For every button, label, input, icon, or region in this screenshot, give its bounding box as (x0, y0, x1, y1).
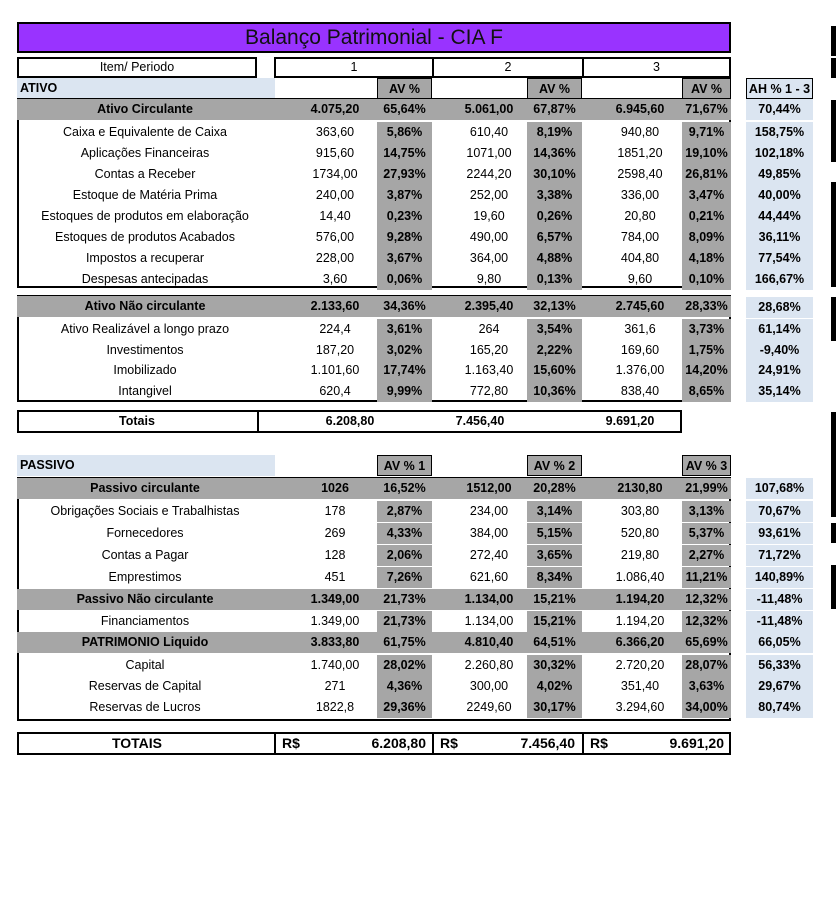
value-period-2: 610,40 (469, 125, 509, 139)
row-label: Reservas de Capital (88, 679, 202, 693)
value-period-3: 9,60 (627, 272, 653, 286)
av-period-2: 30,32% (527, 655, 582, 676)
value-period-2: 1512,00 (466, 481, 512, 495)
av-period-3: 3,47% (682, 185, 731, 206)
table-row (17, 206, 731, 227)
value-period-2: 264 (478, 322, 500, 336)
av-period-2: 3,54% (527, 319, 582, 340)
edge-bar (831, 58, 836, 78)
av-period-2: 15,60% (527, 360, 582, 381)
value-period-1: 1.740,00 (310, 658, 360, 672)
value-period-3: 6.945,60 (615, 102, 665, 116)
row-label: Impostos a recuperar (85, 251, 205, 265)
av-period-3: 8,65% (682, 381, 731, 402)
edge-bar (831, 523, 836, 543)
av-period-2: 6,57% (527, 227, 582, 248)
value-period-1: 228,00 (315, 251, 355, 265)
value-period-2: 364,00 (469, 251, 509, 265)
passivo-totais-period-3: 9.691,20 (669, 735, 724, 751)
value-period-2: 1071,00 (466, 146, 512, 160)
ah-value: -11,48% (746, 589, 813, 610)
av-period-2: 8,34% (527, 567, 582, 588)
av-period-3: 5,37% (682, 523, 731, 544)
edge-bar (831, 412, 836, 517)
value-period-3: 2130,80 (617, 481, 663, 495)
av-period-3: 21,99% (685, 481, 728, 495)
value-period-1: 576,00 (315, 230, 355, 244)
value-period-3: 1.086,40 (615, 570, 665, 584)
av-period-2: 15,21% (527, 611, 582, 632)
value-period-1: 128 (324, 548, 346, 562)
value-period-3: 3.294,60 (615, 700, 665, 714)
header-period-1: 1 (274, 57, 434, 78)
ah-value: 24,91% (746, 360, 813, 381)
av-period-3: 71,67% (685, 102, 728, 116)
ah-value: 56,33% (746, 655, 813, 676)
ativo-totais-period-1: 6.208,80 (325, 414, 375, 428)
value-period-2: 384,00 (469, 526, 509, 540)
ah-header: AH % 1 - 3 (746, 78, 813, 99)
av-period-1: 27,93% (377, 164, 432, 185)
av-period-3: 4,18% (682, 248, 731, 269)
currency-period-1: R$ (282, 735, 300, 751)
ativo-totais-period-3: 9.691,20 (605, 414, 655, 428)
av-period-1: 29,36% (377, 697, 432, 718)
row-label: Contas a Receber (94, 167, 196, 181)
passivo-totais-period-2: 7.456,40 (520, 735, 575, 751)
row-label: Caixa e Equivalente de Caixa (63, 125, 227, 139)
row-label: Estoques de produtos em elaboração (41, 209, 249, 223)
value-period-1: 915,60 (315, 146, 355, 160)
av-period-2: 30,10% (527, 164, 582, 185)
value-period-1: 3.833,80 (310, 635, 360, 649)
av-period-1: 0,06% (377, 269, 432, 290)
av-period-3: 1,75% (682, 340, 731, 361)
av-period-1: 4,36% (377, 676, 432, 697)
av-period-3: 28,07% (682, 655, 731, 676)
value-period-2: 300,00 (469, 679, 509, 693)
av-period-2: 67,87% (533, 102, 576, 116)
av-period-1: 9,99% (377, 381, 432, 402)
value-period-2: 1.163,40 (464, 363, 514, 377)
ah-value: 35,14% (746, 381, 813, 402)
av-period-3: 3,13% (682, 501, 731, 522)
ah-value: 80,74% (746, 697, 813, 718)
av-period-3: 3,73% (682, 319, 731, 340)
edge-bar (831, 182, 836, 287)
ah-value: 77,54% (746, 248, 813, 269)
table-row (17, 523, 731, 544)
av-period-2: 3,65% (527, 545, 582, 566)
table-row (17, 381, 731, 402)
header-period-3: 3 (582, 57, 731, 78)
row-label: Emprestimos (108, 570, 182, 584)
av-period-3: 12,32% (685, 592, 728, 606)
ah-value: 107,68% (746, 478, 813, 499)
ativo-av-header-1: AV % (377, 78, 432, 99)
value-period-2: 490,00 (469, 230, 509, 244)
edge-bar (831, 297, 836, 341)
ativo-totais-period-2: 7.456,40 (455, 414, 505, 428)
av-period-1: 3,02% (377, 340, 432, 361)
table-row (17, 269, 731, 290)
value-period-2: 2244,20 (466, 167, 512, 181)
av-period-2: 20,28% (533, 481, 576, 495)
value-period-1: 178 (324, 504, 346, 518)
value-period-1: 1.349,00 (310, 614, 360, 628)
row-label: Despesas antecipadas (81, 272, 209, 286)
ativo-totais-label: Totais (119, 414, 155, 428)
value-period-1: 224,4 (319, 322, 351, 336)
value-period-3: 20,80 (624, 209, 656, 223)
table-row (17, 655, 731, 676)
value-period-3: 169,60 (620, 342, 660, 357)
edge-bar (831, 100, 836, 162)
value-period-2: 234,00 (469, 504, 509, 518)
row-label: Ativo Realizável a longo prazo (60, 322, 230, 336)
table-row (17, 360, 731, 381)
value-period-2: 2.395,40 (464, 299, 514, 313)
ativo-header-row (17, 78, 731, 99)
value-period-3: 361,6 (624, 322, 656, 336)
av-period-2: 3,38% (527, 185, 582, 206)
av-period-3: 9,71% (682, 122, 731, 143)
value-period-1: 4.075,20 (310, 102, 360, 116)
value-period-1: 14,40 (319, 209, 351, 223)
table-row (17, 611, 731, 632)
av-period-2: 15,21% (533, 592, 576, 606)
ativo-section-label: ATIVO (17, 78, 275, 99)
value-period-2: 9,80 (476, 272, 502, 286)
table-row (17, 697, 731, 718)
av-period-1: 14,75% (377, 143, 432, 164)
value-period-2: 2.260,80 (464, 658, 514, 672)
value-period-3: 784,00 (620, 230, 660, 244)
value-period-1: 1734,00 (312, 167, 358, 181)
value-period-3: 1.194,20 (615, 592, 665, 606)
av-period-1: 2,87% (377, 501, 432, 522)
ah-value: -11,48% (746, 611, 813, 632)
passivo-av-header-3: AV % 3 (682, 455, 731, 476)
av-period-1: 5,86% (377, 122, 432, 143)
ah-value: 158,75% (746, 122, 813, 143)
av-period-3: 65,69% (685, 635, 728, 649)
row-label: PATRIMONIO Liquido (81, 635, 209, 649)
value-period-2: 272,40 (469, 548, 509, 562)
ah-value: 44,44% (746, 206, 813, 227)
value-period-1: 269 (324, 526, 346, 540)
av-period-2: 0,13% (527, 269, 582, 290)
value-period-3: 520,80 (620, 526, 660, 540)
table-row (17, 143, 731, 164)
row-label: Contas a Pagar (101, 548, 189, 562)
passivo-header-row (17, 455, 731, 476)
value-period-3: 1851,20 (617, 146, 663, 160)
ah-value: 166,67% (746, 269, 813, 290)
av-period-1: 16,52% (383, 481, 426, 495)
ah-value: 36,11% (746, 227, 813, 248)
value-period-1: 3,60 (322, 272, 348, 286)
value-period-1: 363,60 (315, 125, 355, 139)
row-label: Passivo Não circulante (76, 592, 214, 606)
value-period-2: 621,60 (469, 570, 509, 584)
ah-value: 102,18% (746, 143, 813, 164)
av-period-2: 64,51% (533, 635, 576, 649)
passivo-av-header-2: AV % 2 (527, 455, 582, 476)
value-period-3: 1.194,20 (615, 614, 665, 628)
table-row (17, 185, 731, 206)
av-period-2: 5,15% (527, 523, 582, 544)
ah-value: 49,85% (746, 164, 813, 185)
value-period-1: 451 (324, 570, 346, 584)
edge-bar (831, 26, 836, 56)
av-period-3: 0,21% (682, 206, 731, 227)
av-period-3: 28,33% (685, 299, 728, 313)
value-period-3: 219,80 (620, 548, 660, 562)
sheet-title: Balanço Patrimonial - CIA F (17, 22, 731, 53)
av-period-2: 14,36% (527, 143, 582, 164)
value-period-2: 19,60 (473, 209, 505, 223)
value-period-3: 2.745,60 (615, 299, 665, 313)
value-period-2: 2249,60 (466, 700, 512, 714)
table-row (17, 676, 731, 697)
av-period-3: 26,81% (682, 164, 731, 185)
av-period-2: 30,17% (527, 697, 582, 718)
av-period-1: 4,33% (377, 523, 432, 544)
row-label: Estoque de Matéria Prima (72, 188, 218, 202)
av-period-2: 0,26% (527, 206, 582, 227)
row-label: Fornecedores (106, 526, 184, 540)
av-period-2: 2,22% (527, 340, 582, 361)
header-item-cell: Item/ Periodo (17, 57, 257, 78)
av-period-1: 21,73% (383, 592, 426, 606)
value-period-1: 1.349,00 (310, 592, 360, 606)
row-label: Passivo circulante (90, 481, 200, 495)
currency-period-3: R$ (590, 735, 608, 751)
ah-value: 70,44% (746, 99, 813, 120)
ah-value: 71,72% (746, 545, 813, 566)
row-label: Investimentos (106, 342, 184, 357)
av-period-2: 4,02% (527, 676, 582, 697)
currency-period-2: R$ (440, 735, 458, 751)
value-period-3: 838,40 (620, 383, 660, 398)
av-period-1: 3,61% (377, 319, 432, 340)
passivo-totais-label: TOTAIS (111, 735, 163, 751)
value-period-3: 404,80 (620, 251, 660, 265)
value-period-1: 1.101,60 (310, 363, 360, 377)
av-period-2: 3,14% (527, 501, 582, 522)
ativo-av-header-3: AV % (682, 78, 731, 99)
av-period-1: 21,73% (377, 611, 432, 632)
row-label: Aplicações Financeiras (80, 146, 210, 160)
row-label: Financiamentos (100, 614, 190, 628)
value-period-3: 303,80 (620, 504, 660, 518)
value-period-2: 1.134,00 (464, 592, 514, 606)
av-period-2: 4,88% (527, 248, 582, 269)
av-period-1: 17,74% (377, 360, 432, 381)
row-label: Reservas de Lucros (89, 700, 201, 714)
ah-value: 140,89% (746, 567, 813, 588)
row-label: Estoques de produtos Acabados (55, 230, 235, 244)
value-period-2: 252,00 (469, 188, 509, 202)
av-period-3: 0,10% (682, 269, 731, 290)
value-period-3: 2598,40 (617, 167, 663, 181)
table-row (17, 227, 731, 248)
ativo-nao-circulante-total-row (17, 296, 731, 317)
av-period-3: 19,10% (682, 143, 731, 164)
ah-value: 93,61% (746, 523, 813, 544)
table-row (17, 567, 731, 588)
passivo-nao-circulante-total-row (17, 589, 731, 610)
av-period-1: 61,75% (383, 635, 426, 649)
header-period-2: 2 (432, 57, 584, 78)
passivo-av-header-1: AV % 1 (377, 455, 432, 476)
av-period-3: 14,20% (682, 360, 731, 381)
passivo-totais-period-1: 6.208,80 (371, 735, 426, 751)
value-period-1: 240,00 (315, 188, 355, 202)
av-period-3: 34,00% (682, 697, 731, 718)
ah-value: 61,14% (746, 319, 813, 340)
table-row (17, 248, 731, 269)
av-period-1: 34,36% (383, 299, 426, 313)
value-period-3: 6.366,20 (615, 635, 665, 649)
ativo-av-header-2: AV % (527, 78, 582, 99)
av-period-1: 9,28% (377, 227, 432, 248)
av-period-3: 3,63% (682, 676, 731, 697)
value-period-1: 1822,8 (315, 700, 355, 714)
value-period-2: 772,80 (469, 383, 509, 398)
ah-value: -9,40% (746, 340, 813, 361)
value-period-3: 351,40 (620, 679, 660, 693)
av-period-3: 8,09% (682, 227, 731, 248)
row-label: Intangivel (118, 383, 172, 398)
value-period-3: 1.376,00 (615, 363, 665, 377)
av-period-3: 2,27% (682, 545, 731, 566)
passivo-section-label: PASSIVO (17, 455, 275, 476)
av-period-1: 3,87% (377, 185, 432, 206)
value-period-1: 620,4 (319, 383, 351, 398)
av-period-3: 11,21% (682, 567, 731, 588)
table-row (17, 164, 731, 185)
av-period-2: 8,19% (527, 122, 582, 143)
patrimonio-total-row (17, 632, 731, 653)
row-label: Imobilizado (113, 363, 177, 377)
table-row (17, 340, 731, 361)
ah-value: 70,67% (746, 501, 813, 522)
ativo-circulante-total-row (17, 99, 731, 120)
table-row (17, 501, 731, 522)
value-period-1: 187,20 (315, 342, 355, 357)
av-period-1: 2,06% (377, 545, 432, 566)
row-label: Capital (125, 658, 165, 672)
value-period-2: 4.810,40 (464, 635, 514, 649)
value-period-3: 336,00 (620, 188, 660, 202)
ah-value: 28,68% (746, 297, 813, 318)
av-period-1: 7,26% (377, 567, 432, 588)
av-period-1: 28,02% (377, 655, 432, 676)
ah-value: 66,05% (746, 632, 813, 653)
ah-value: 40,00% (746, 185, 813, 206)
row-label: Ativo Não circulante (84, 299, 206, 313)
value-period-1: 271 (324, 679, 346, 693)
table-row (17, 122, 731, 143)
value-period-1: 2.133,60 (310, 299, 360, 313)
value-period-1: 1026 (321, 481, 349, 495)
av-period-2: 10,36% (527, 381, 582, 402)
value-period-3: 940,80 (620, 125, 660, 139)
ah-value: 29,67% (746, 676, 813, 697)
edge-bar (831, 565, 836, 609)
row-label: Ativo Circulante (97, 102, 193, 116)
value-period-3: 2.720,20 (615, 658, 665, 672)
av-period-1: 3,67% (377, 248, 432, 269)
av-period-2: 32,13% (533, 299, 576, 313)
value-period-2: 1.134,00 (464, 614, 514, 628)
av-period-1: 0,23% (377, 206, 432, 227)
value-period-2: 5.061,00 (464, 102, 514, 116)
row-label: Obrigações Sociais e Trabalhistas (50, 504, 240, 518)
value-period-2: 165,20 (469, 342, 509, 357)
table-row (17, 545, 731, 566)
table-row (17, 319, 731, 340)
av-period-1: 65,64% (383, 102, 426, 116)
passivo-circulante-total-row (17, 478, 731, 499)
av-period-3: 12,32% (682, 611, 731, 632)
